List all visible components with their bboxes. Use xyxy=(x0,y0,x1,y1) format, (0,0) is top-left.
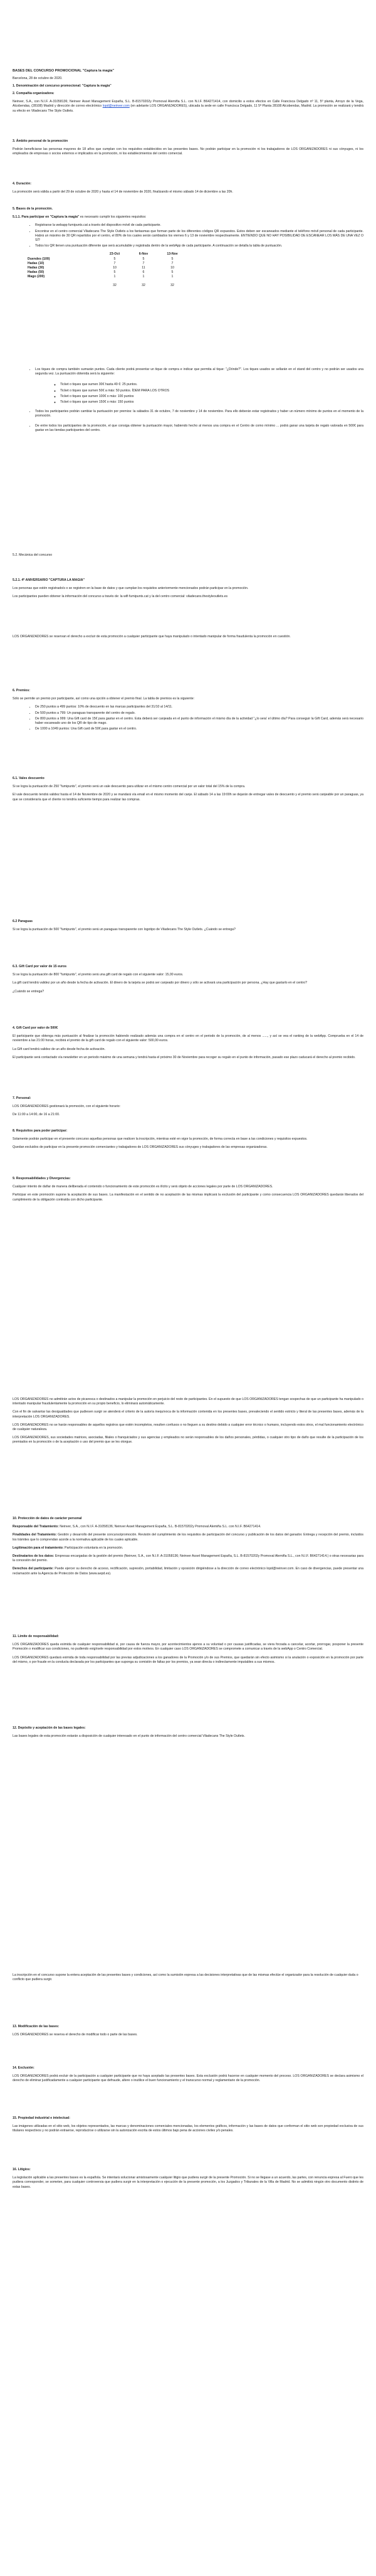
list-item: • Encontrar en el centro comercial Viladecans The Style Outlets a los fantasmas que forman parte de los diferentes códigos QR expuestos. Estos deben ser escaneados mediante el teléfono móvil personal de cada participante. Habrá un máximo de 30 QR repartidos por el centro, el 80% de los cuales serán cambiados los viernes 6 y 13 de noviembre respectivamente. ENTIENDO QUE NO HAY POSIBILIDAD DE ESCANEAR LOS MÁS DE UNA VEZ O SÍ? xyxy=(35,230,363,243)
list-item: Legitimación para el tratamiento: Participación voluntaria en la promoción. xyxy=(13,1545,123,1550)
section-13: 13. Modificación de las bases: LOS ORGANIZADORES se reserva el derecho de modificar todo o parte de las bases. xyxy=(13,2025,138,2037)
section-2-heading: 2. Compañía organizadora: xyxy=(13,92,55,95)
section-5 xyxy=(13,207,363,289)
section-9-cont: LOS ORGANIZADORES no admitirán actos de picaresca o destinados a manipular la promoción en perjuicio del resto de participantes. En el supuesto de que LOS ORGANIZADORES tengan sospechas de que un participante ha manipulado o intentado manipular fraudulentamente la promoción en su propio beneficio, lo eliminará automáticamente. Con el fin de salvantar las desigualdades que pudiesen surgir se atenderá el criterio de la autoría inequívoca de la información contenida en los presentes bases, prevaleciendo el sentido estricto y literal de las presentes bases, además de la interpretación LOS ORGANIZADORES. LOS ORGANIZADORES no se harán responsables de aquellos registros que estén incompletos, resulten confusos o no lleguen a su destino debido a cualquier error técnico o humano, incluyendo estos otros, el mal funcionamiento electrónico de cualquier naturaleza. LOS ORGANIZADORES, sus sociedades matrices, asociadas, filiales o franquiciados y sus agencias y empleados no serán responsables de los daños personales, pérdidas, o cualquier otro tipo de daño que resulte de la participación de los premiados en la promoción o de la aceptación o uso del premio que se les otorgue. xyxy=(13,1397,363,1444)
section-1-heading: 1. Denominación del concurso promocional: "Captura la magia" xyxy=(13,84,112,88)
section-7: 7. Personal: LOS ORGANIZADORES gestionará la promoción, con el siguiente horario: De 11:00 a 14:00, de 16 a 21:00. xyxy=(13,1096,121,1117)
section-4 xyxy=(13,182,363,198)
place-date: Barcelona, 28 de octubre de 2020. xyxy=(13,77,63,80)
section-5-heading: 5. Bases de la promoción. xyxy=(13,207,53,211)
section-6-2: 6.2 Paraguas Si se logra la puntuación de 500 "fumipunts", el premio será un paraguas transparente con logotipo de Viladecans The Style Outlets. ¿Cuándo se entrega? xyxy=(13,920,236,932)
section-6: 6. Premios: Sólo se permite un premio por participante, así como una opción a obtener el premio final. La tabla de premios es la siguiente: • De 250 puntos a 499 puntos: 10% de descuento en las marcas participantes del 31/10 al 14/11. • De 500 puntos a 799: Un paraguas transparente del centro de regalo. • De 800 puntos a 999: Una Gift card de 15€ para gastar en el centro. Esta deberá ser canjeada en el punto de información el mismo día de la actividad "¿lo sera' el último día? Para conseguir la Gift Card, además será necesario haber escaneado uno de los QR de tipo de mago. • De 1000 a 1049 puntos: Una Gift card de 50€ para gastar en el centro. xyxy=(13,689,363,733)
section-3-heading: 3. Ámbito personal de la promoción xyxy=(13,139,68,143)
section-5-2-org: LOS ORGANIZADORES se reservan el derecho a excluir de esta promoción a cualquier participante que haya manipulado o intentado manipular de forma fraudulenta la promoción en cuestión. xyxy=(13,635,291,639)
list-item: Derechos del participante: Puede ejercer su derecho de acceso, rectificación, supresión, portabilidad, limitación y oposición dirigiéndose a la dirección de correo electrónico lopd@neinver.com. En caso de divergencias, puede presentar una reclamación ante la Agencia de Protección de Datos (www.aepd.es). xyxy=(13,1567,363,1576)
section-8: 8. Requisitos para poder participar: Solamente podrán participar en el presente concurso aquellas personas que realicen la inscripción, mientras esté en vigor la promoción, de forma correcta en base a las condiciones y requisitos expuestos. Quedan excluidos de participar en la presente promoción comerciantes y trabajadores de LOS ORGANIZADORES sus cónyuges y trabajadores de las empresas organizadoras. xyxy=(13,1129,308,1150)
section-12-cont: La inscripción en el concurso supone la entera aceptación de las presentes bases y condiciones, así como la sumisión expresa a las decisiones interpretativas que de las mismas efectúe el organizador para la resolución de cualquier duda o conflicto que pudiera surgir. xyxy=(13,1973,358,1982)
score-table xyxy=(24,252,187,288)
list-item: • De 250 puntos a 499 puntos: 10% de descuento en las marcas participantes del 31/10 al 14/11. xyxy=(35,705,363,709)
table-totals-row: 32 32 32 xyxy=(113,284,174,288)
section-3-text: Podrán beneficiarse las personas mayores de 18 años que cumplan con los requisitos establecidos en las presentes bases. No podrán participar en la promoción ni los trabajadores de LOS ORGANIZADORES ni sus cónyuges, ni los empleados de empresas o socios externos e implicados en la promoción, ni los establecimientos del centro comercial. xyxy=(13,147,363,156)
section-16: 16. Litigios: La legislación aplicable a las presentes bases es la española. Se intentará solucionar amistosamente cualquier litigio que pudiera surgir de la presente Promoción. Si no se llegase a un acuerdo, las partes, con renuncia expresa al Fuero que les pudiera corresponder, se someten, para cualquier controversia que pudiera surgir en la interpretación o ejecución de la presente promoción, a los Juzgados y Tribunales de la Villa de Madrid. No se admitirá ningún otro documento distinto de estas bases. xyxy=(13,2168,364,2189)
section-9: 9. Responsabilidades y Divergencias: Cualquier intento de dañar de manera deliberada el contenido o funcionamiento de este promoción es ilícito y será objeto de acciones legales por parte de LOS ORGANIZADORES. Participar en este promoción supone la aceptación de sus bases. La manifestación en el sentido de no aceptación de las mismas implicará la exclusión del participante y como consecuencia LOS ORGANIZADORES quedarán liberados del cumplimiento de la obligación contraída con dicho participante. xyxy=(13,1177,363,1202)
table-row: Duendes (100) 5 5 5 xyxy=(28,257,174,261)
list-item: ◦ Ticket o tiques que sumen 100€ o más: 100 puntos xyxy=(60,395,363,399)
list-item: • Todos los participantes podrán cambiar la puntuación por premios: la sábados 31 de octubre, 7 de noviembre y 14 de noviembre. Para ello deberán estar registrados y haber un número mínimo de puntos en el momento de la promoción. xyxy=(35,410,363,418)
section-4-text: La promoción será válida a partir del 29 de octubre de 2020 y hasta el 14 de noviembre de 2020, finalizando el mismo sábado 14 de diciembre a las 20h. xyxy=(13,190,233,194)
section-11: 11. Límite de responsabilidad: LOS ORGANIZADORES queda eximida de cualquier responsabilidad si, por causa de fuerza mayor, por acontecimientos ajenos a su voluntad o por causas justificadas, se viera forzada a cancelar, acortar, prorrogar, posponer la presente Promoción o modificar sus condiciones, no pudiendo exigírsele responsabilidad por estos motivos. En cualquier caso LOS ORGANIZADORES se compromete a comunicar a través de la webApp o Centro Comercial. LOS ORGANIZADORES quedará eximida de toda responsabilidad por las previas adjudicaciones a los ganadores de la Promoción y/o de sus Premios, que quedarán sin efecto asimismo si la anulación o exposición en la promoción por parte del mismo, o por fraude en la conducta declarada por los participantes que suponga su comisión de faltas por los premios, ya sean directa o indirectamente imputables a sus mismos. xyxy=(13,1635,363,1664)
list-item: Finalidades del Tratamiento: Gestión y desarrollo del presente concurso/promoción. Revisión del cumplimiento de los requisitos de participación del concurso y publicación de los datos del ganador. Entrega y recepción del premio, incluidos los trámites que lo comprendan acorde a la normativa aplicable de los cuales aplicable. xyxy=(13,1533,363,1542)
section-5-2-1: 5.2.1. 4º ANIVERSARIO "CAPTURA LA MAGIA" Los personas que estén registrado/s o se registren en la base de datos y que cumplan los requisitos anteriormente mencionados podrán participar en la promoción. Los participantes pueden obtener la información del concurso a través de: la wifi fumipunts.cat y la del centro comercial: viladecans.thestyleoutlets.es xyxy=(13,578,249,599)
list-item: ◦ Ticket o tiques que sumen 50€ a más: 50 puntos. ÍDEM PARA LOS OTROS xyxy=(60,389,363,393)
prizes-list xyxy=(13,705,363,731)
section-6-3: 6.3. Gift Card por valor de 15 euros Si se logra la puntuación de 800 "fumipunts", el premio será una gift card de regalo con el siguiente valor: 15,00 euros. La gift card tendrá validez por un año desde la fecha de activación. El dinero de la tarjeta se podrá ser canjeado por dinero y sólo se activará una participación por persona. ¿Hay que gastarlo en el centro? ¿Cuándo se entrega? xyxy=(13,965,308,994)
section-15: 15. Propiedad industrial e intelectual: Las imágenes utilizadas en el sitio web, los objetos representados, las marcas y denominaciones comerciales mencionadas, los elementos gráficos, información y las bases de datos que conforman el sitio web son propiedad exclusiva de sus titulares respectivos y no podrán extraerse, reproducirse o utilizarse sin la autorización escrita de estos últimos bajo pena de acciones civiles y/o penales. xyxy=(13,2116,363,2133)
table-row: Mago (200) 1 1 1 xyxy=(28,275,174,279)
list-item: • De 500 puntos a 799: Un paraguas transparente del centro de regalo. xyxy=(35,711,363,716)
contact-email-link[interactable]: lopd@neinver.com xyxy=(102,104,130,109)
list-item: Destinatarios de los datos: Empresas encargadas de la gestión del premio (Neinver, S.A., con N.I.F. A-31058136; Neinver Asset Management España, S.L. B-81570202y Promoval Alemiña S.L., con N.I.F. B64271414.) o otras necesarias para la concesión del premio. xyxy=(13,1554,363,1563)
section-4-heading: 4. Duración: xyxy=(13,182,31,186)
document-title: BASES DEL CONCURSO PROMOCIONAL "Captura la magia" xyxy=(13,69,115,73)
list-item: ◦ Ticket o tiques que sumen 150€ o más: 150 puntos xyxy=(60,400,363,405)
table-row: Hadas (30) 10 11 10 xyxy=(28,266,174,270)
section-2 xyxy=(13,92,363,117)
section-6-1: 6.1. Vales descuento Si se logra la puntuación de 250 "fumipunts", el premio será un vale descuento para utilizar en el mismo centro comercial por un valor total del 15% de la compra. El vale descuento tendrá validez hasta el 14 de Noviembre de 2020 y se mandará vía email en el mismo momento del canje. El sábado 14 a las 19:00h se dejarán de entregar vales de descuento y el premio será canjeable por un paraguas, ya que se consideraría que el cliente no tendría suficiente tiempo para realizar las compras. xyxy=(13,777,363,802)
table-header-row: 23-Oct 6-Nov 13-Nov xyxy=(109,252,178,257)
list-item: Responsable del Tratamiento: Neinver, S.A., con N.I.F. A-31058136; Neinver Asset Management España, S.L. B-81570202y Promoval Alemiña S.L. con N.I.F. B64271414. xyxy=(13,1525,261,1529)
list-item: • De entre todos los participantes de la promoción, el que consiga obtener la puntuación mayor, habiendo hecho al menos una compra en el Centro de como mínimo ... podrá ganar una tarjeta de regalo valorada en 500€ para gastar en las tiendas participantes del centro. xyxy=(35,424,363,433)
section-3 xyxy=(13,139,363,161)
list-item: • De 1000 a 1049 puntos: Una Gift card de 50€ para gastar en el centro. xyxy=(35,727,363,731)
list-item: • Todos los QR tienen una puntuación diferente que será acumulable y registrada dentro de la webApp de cada participante. A continuación se detalla la tabla de puntuación. xyxy=(35,244,363,248)
section-2-text: Neinver, S.A., con N.I.F. A-31058136; Neinver Asset Management España, S.L. B-81570202y Promoval Alemiña S.L. con N.I.F. B64271414, con domicilio a estos efectos en Calle Francisca Delgado nº 11, 5º planta, Arroyo de la Vega, Alcobendas, (28108) Madrid y dirección de correo electrónico lopd@neinver.com (en adelante LOS ORGANIZADORES), ubicada la sede en calle Francisca Delgado, 11 5ª Planta 28108 Alcobendas, Madrid. La promoción se realizará y tendrá su efecto en Viladecans The Style Outlets. xyxy=(13,100,363,113)
section-10: 10. Protección de datos de carácter personal Responsable del Tratamiento: Neinver, S.A., con N.I.F. A-31058136; Neinver Asset Management España, S.L. B-81570202y Promoval Alemiña S.L. con N.I.F. B64271414. Finalidades del Tratamiento: Gestión y desarrollo del presente concurso/promoción. Revisión del cumplimiento de los requisitos de participación del concurso y publicación de los datos del ganador. Entrega y recepción del premio, incluidos los trámites que lo comprendan acorde a la normativa aplicable de los cuales aplicable. Legitimación para el tratamiento: Participación voluntaria en la promoción. Destinatarios de los datos: Empresas encargadas de la gestión del premio (Neinver, S.A., con N.I.F. A-31058136; Neinver Asset Management España, S.L. B-81570202y Promoval Alemiña S.L., con N.I.F. B64271414.) o otras necesarias para la concesión del premio. Derechos del participante: Puede ejercer su derecho de acceso, rectificación, supresión, portabilidad, limitación y oposición dirigiéndose a la dirección de correo electrónico lopd@neinver.com. En caso de divergencias, puede presentar una reclamación ante la Agencia de Protección de Datos (www.aepd.es). xyxy=(13,1517,363,1576)
tickets-list xyxy=(49,383,363,405)
section-12: 12. Depósito y aceptación de las bases legales: Las bases legales de esta promoción estarán a disposición de cualquier interesado en el punto de información del centro comercial Viladecans The Style Outlets. xyxy=(13,1726,245,1739)
table-row: Hadas (10) 7 7 7 xyxy=(28,261,174,265)
requirements-list xyxy=(13,223,363,248)
list-item: • De 800 puntos a 999: Una Gift card de 15€ para gastar en el centro. Esta deberá ser canjeada en el punto de información el mismo día de la actividad "¿lo sera' el último día? Para conseguir la Gift Card, además será necesario haber escaneado uno de los QR de tipo de mago. xyxy=(35,717,363,726)
tickets-block xyxy=(13,368,363,434)
list-item: • Registrarse la webapp fumipunts.cat a través del dispositivo móvil de cada participante. xyxy=(35,223,363,228)
list-item: ◦ Ticket o tiques que sumen 30€ hasta 49 €: 25 puntos. xyxy=(60,383,363,387)
table-row: Hadas (50) 5 6 5 xyxy=(28,270,174,275)
section-5-1-intro: 5.1.1. Para participar en "Captura la magia" es necesario cumplir los siguientes requisitos: xyxy=(13,215,147,220)
section-14: 14. Exclusión: LOS ORGANIZADORES podrá excluir de la participación a cualquier participante que no haya aceptado las presentes bases. Esta exclusión podrá hacerse en cualquier momento del proceso. LOS ORGANIZADORES se declara asimismo el derecho de eliminar justificadamente a cualquier participante que defraude, altere o inutilice el buen funcionamiento y el transcurso normal y reglamentario de la promoción. xyxy=(13,2066,363,2083)
section-5-2-heading: 5.2. Mecánica del concurso xyxy=(13,553,53,557)
list-item: • Los tiques de compra también sumarán puntos. Cada cliente podrá presentar un tique de compra e indicar que permita al tique: "¿Dónde?". Los tiques usados se sellarán en el stand del centro y no podrán ser usados una segunda vez. La puntuación obtenida será la siguiente: xyxy=(35,368,363,376)
section-6-4: 4. Gift Card por valor de 500€ El participante que obtenga más puntuación al finalizar la promoción habiendo realizado además una compra en el centro en el periodo de la promoción, de al menos ......, y así se vea el ranking de la webApp. Comprueba en el 14 de noviembre a las 21:00 horas, recibirá el premio de la gift card de regalo con el siguiente valor: 500,00 euros. La Gift card tendrá validez de un año desde fecha de activación. El participante será contactado vía newsletter en un periodo máximo de una semana y tendrá hasta el próximo 30 de Noviembre para recoger su regalo en el punto de información, pasado ese plazo caducará el derecho al premio recibido. xyxy=(13,1026,363,1059)
